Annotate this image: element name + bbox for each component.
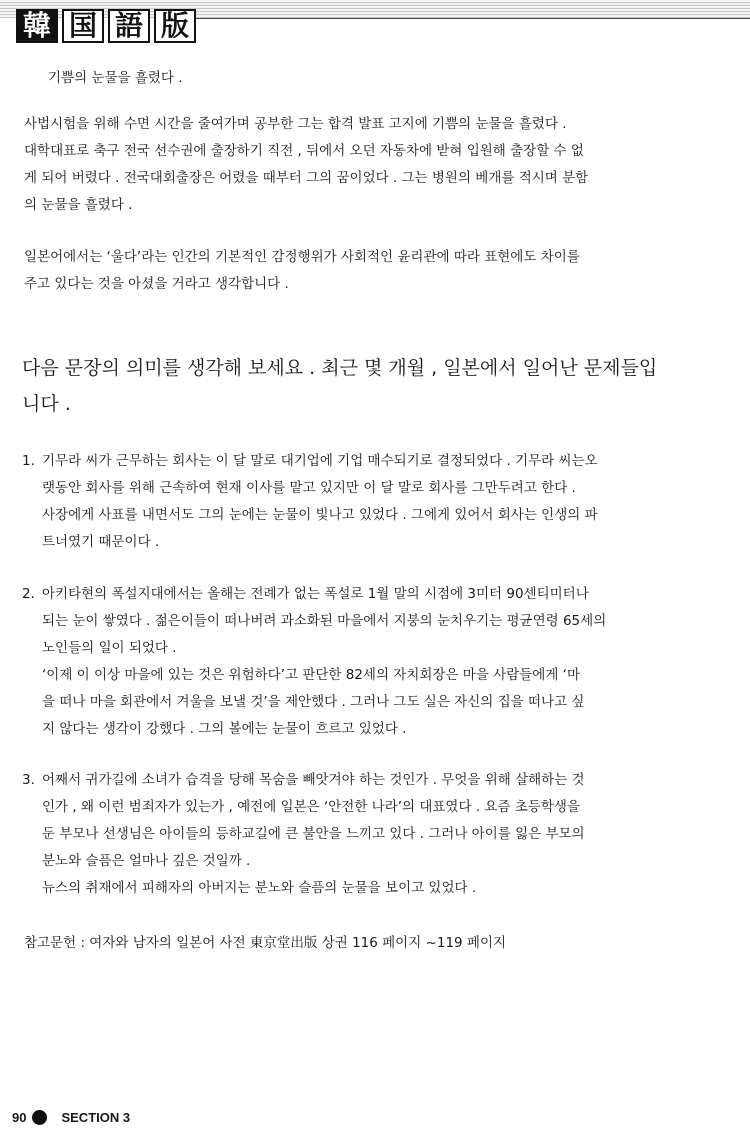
item-number: 2.	[22, 586, 35, 602]
list-item	[22, 581, 732, 743]
header-rule	[195, 18, 750, 19]
text-line: 되는 눈이 쌓였다 . 젊은이들이 떠나버려 과소화된 마을에서 지붕의 눈치우기는 평균연령 65세의	[42, 613, 607, 629]
text-line: 의 눈물을 흘렸다 .	[24, 197, 133, 213]
text-line: 둔 부모나 선생님은 아이들의 등하교길에 큰 불안을 느끼고 있다 . 그러나 아이를 잃은 부모의	[42, 826, 585, 842]
text-line: 을 떠나 마을 회관에서 겨울을 보낼 것’을 제안했다 . 그러나 그도 실은 자신의 집을 떠나고 싶	[42, 694, 585, 710]
prompt-heading	[22, 350, 734, 422]
text-line: ‘이제 이 이상 마을에 있는 것은 위험하다’고 판단한 82세의 자치회장은 마을 사람들에게 ‘마	[42, 667, 580, 683]
text-line: 다음 문장의 의미를 생각해 보세요 . 최근 몇 개월 , 일본에서 일어난 문제들입	[22, 357, 658, 379]
text-line: 뉴스의 취재에서 피해자의 아버지는 분노와 슬픔의 눈물을 보이고 있었다 .	[42, 880, 477, 896]
text-line: 랫동안 회사를 위해 근속하여 현재 이사를 맡고 있지만 이 달 말로 회사를 그만두려고 한다 .	[42, 480, 576, 496]
text-line: 노인들의 일이 되었다 .	[42, 640, 177, 656]
page-title	[16, 9, 196, 43]
text-line: 게 되어 버렸다 . 전국대회출장은 어렸을 때부터 그의 꿈이었다 . 그는 병원의 베개를 적시며 분함	[24, 170, 589, 186]
text-line: 사장에게 사표를 내면서도 그의 눈에는 눈물이 빛나고 있었다 . 그에게 있어서 회사는 인생의 파	[42, 507, 598, 523]
text-line: 아키타현의 폭설지대에서는 올해는 전례가 없는 폭설로 1월 말의 시점에 3미터 90센티미터나	[42, 586, 589, 602]
reference	[24, 930, 729, 957]
reference-text: 참고문헌 : 여자와 남자의 일본어 사전 東京堂出版 상권 116 페이지 ~119 페이지	[24, 935, 507, 951]
item-number: 1.	[22, 453, 35, 469]
text-line: 니다 .	[22, 393, 71, 415]
list-item	[22, 767, 732, 902]
text-line: 일본어에서는 ‘울다’라는 인간의 기본적인 감정행위가 사회적인 윤리관에 따라 표현에도 차이를	[24, 249, 580, 265]
text-line: 대학대표로 축구 전국 선수권에 출장하기 직전 , 뒤에서 오던 자동차에 받혀 입원해 출장할 수 없	[24, 143, 584, 159]
text-line: 인가 , 왜 이런 범죄자가 있는가 , 예전에 일본은 ‘안전한 나라’의 대표였다 . 요즘 초등학생을	[42, 799, 580, 815]
title-char-box: 版	[154, 9, 196, 43]
title-char-box: 語	[108, 9, 150, 43]
page-footer	[12, 1110, 130, 1125]
item-number: 3.	[22, 772, 35, 788]
text-line: 분노와 슬픔은 얼마나 깊은 것일까 .	[42, 853, 251, 869]
text-line: 기쁨의 눈물을 흘렸다 .	[48, 70, 183, 86]
list-item	[22, 448, 732, 556]
bullet-dot-icon	[32, 1110, 47, 1125]
section-label: SECTION 3	[61, 1110, 131, 1125]
text-line: 트너였기 때문이다 .	[42, 534, 160, 550]
text-line: 주고 있다는 것을 아셨을 거라고 생각합니다 .	[24, 276, 289, 292]
title-char-box: 国	[62, 9, 104, 43]
page-number: 90	[12, 1110, 27, 1125]
intro-first-line	[24, 65, 750, 92]
text-line: 지 않다는 생각이 강했다 . 그의 볼에는 눈물이 흐르고 있었다 .	[42, 721, 407, 737]
title-char-box: 韓	[16, 9, 58, 43]
intro-paragraph-2	[24, 244, 729, 298]
text-line: 사법시험을 위해 수면 시간을 줄여가며 공부한 그는 합격 발표 고지에 기쁨의 눈물을 흘렸다 .	[24, 116, 567, 132]
text-line: 어째서 귀가길에 소녀가 습격을 당해 목숨을 빼앗겨야 하는 것인가 . 무엇을 위해 살해하는 것	[42, 772, 585, 788]
text-line: 기무라 씨가 근무하는 회사는 이 달 말로 대기업에 기업 매수되기로 결정되었다 . 기무라 씨는오	[42, 453, 598, 469]
intro-paragraph-1	[24, 111, 729, 219]
